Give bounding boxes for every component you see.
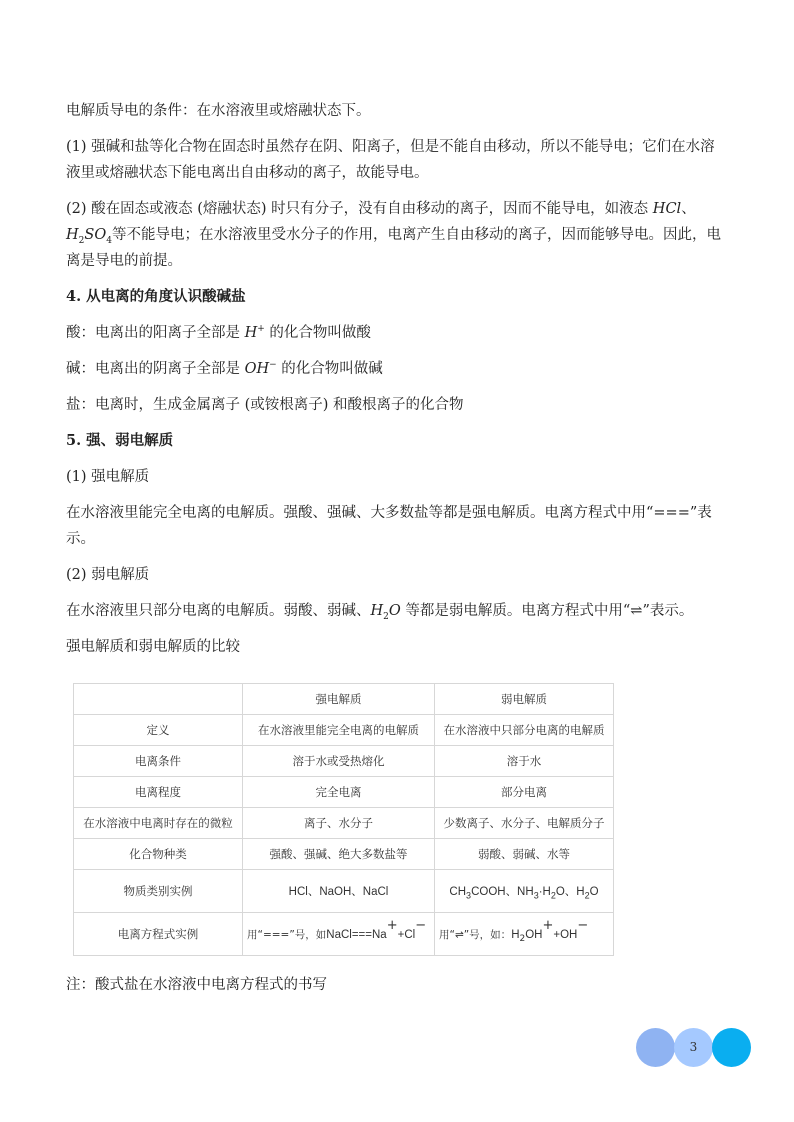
table-cell: 溶于水或受热熔化 <box>243 746 435 777</box>
table-cell: 电离程度 <box>74 777 243 808</box>
strong-electrolyte-title: (1) 强电解质 <box>66 469 150 485</box>
acid-definition: 酸：电离出的阳离子全部是 H+ 的化合物叫做酸 <box>66 324 371 341</box>
table-header-cell: 弱电解质 <box>435 684 614 715</box>
comparison-title: 强电解质和弱电解质的比较 <box>66 639 240 655</box>
table-cell: 化合物种类 <box>74 839 243 870</box>
section-5-heading: 5. 强、弱电解质 <box>66 432 174 449</box>
table-cell: $CH_3COOH$、$NH_3\cdot H_2O$、$H_2O$ <box>435 870 614 913</box>
section-4-heading: 4. 从电离的角度认识酸碱盐 <box>66 288 246 305</box>
weak-electrolyte-title: (2) 弱电解质 <box>66 567 150 583</box>
table-cell: 在水溶液里能完全电离的电解质 <box>243 715 435 746</box>
base-definition: 碱：电离出的阴离子全部是 OH− 的化合物叫做碱 <box>66 360 383 377</box>
document-body <box>66 98 726 660</box>
comparison-table <box>73 683 614 956</box>
table-header-row <box>74 684 614 715</box>
table-cell: 强酸、强碱、绝大多数盐等 <box>243 839 435 870</box>
table-cell: 离子、水分子 <box>243 808 435 839</box>
salt-definition: 盐：电离时，生成金属离子 (或铵根离子) 和酸根离子的化合物 <box>66 397 464 413</box>
badge-circle-icon <box>712 1028 751 1067</box>
table-cell: 溶于水 <box>435 746 614 777</box>
page-number: 3 <box>689 1040 698 1054</box>
table-cell: 物质类别实例 <box>74 870 243 913</box>
table-cell: 用“===”号，如NaCl===Na++Cl− <box>243 913 435 956</box>
acid-paragraph: (2) 酸在固态或液态 (熔融状态) 时只有分子，没有自由移动的离子，因而不能导电，如液态 HCl、$H_2SO_4$等不能导电；在水溶液里受水分子的作用，电离产生自由移动的离子，因而能够导电。因此，电离是导电的前提。 <box>66 201 721 269</box>
table-row <box>74 913 614 956</box>
table-cell: 用“⇌”号，如：$H_2OH^++OH^-$ <box>435 913 614 956</box>
conduction-condition: 电解质导电的条件：在水溶液里或熔融状态下。 <box>66 103 371 119</box>
table-header-cell <box>74 684 243 715</box>
table-row <box>74 715 614 746</box>
table-row <box>74 746 614 777</box>
strong-base-paragraph: (1) 强碱和盐等化合物在固态时虽然存在阴、阳离子，但是不能自由移动，所以不能导电；它们在水溶液里或熔融状态下能电离出自由移动的离子，故能导电。 <box>66 139 715 181</box>
table-cell: 电离条件 <box>74 746 243 777</box>
table-cell: HCl、NaOH、NaCl <box>243 870 435 913</box>
table-cell: 在水溶液中只部分电离的电解质 <box>435 715 614 746</box>
table-cell: 电离方程式实例 <box>74 913 243 956</box>
table-cell: 少数离子、水分子、电解质分子 <box>435 808 614 839</box>
table-row <box>74 808 614 839</box>
footnote: 注：酸式盐在水溶液中电离方程式的书写 <box>66 977 327 993</box>
table-header-cell: 强电解质 <box>243 684 435 715</box>
table-cell: 部分电离 <box>435 777 614 808</box>
badge-circle-icon <box>636 1028 675 1067</box>
page-number-badge <box>636 1028 752 1068</box>
table-cell: 在水溶液中电离时存在的微粒 <box>74 808 243 839</box>
table-row <box>74 777 614 808</box>
table-cell: 定义 <box>74 715 243 746</box>
table-cell: 弱酸、弱碱、水等 <box>435 839 614 870</box>
table-row <box>74 839 614 870</box>
strong-electrolyte-desc: 在水溶液里能完全电离的电解质。强酸、强碱、大多数盐等都是强电解质。电离方程式中用“===”表示。 <box>66 505 712 547</box>
table-row <box>74 870 614 913</box>
weak-electrolyte-desc: 在水溶液里只部分电离的电解质。弱酸、弱碱、$H_2O$ 等都是弱电解质。电离方程式中用“⇌”表示。 <box>66 603 694 622</box>
table-cell: 完全电离 <box>243 777 435 808</box>
